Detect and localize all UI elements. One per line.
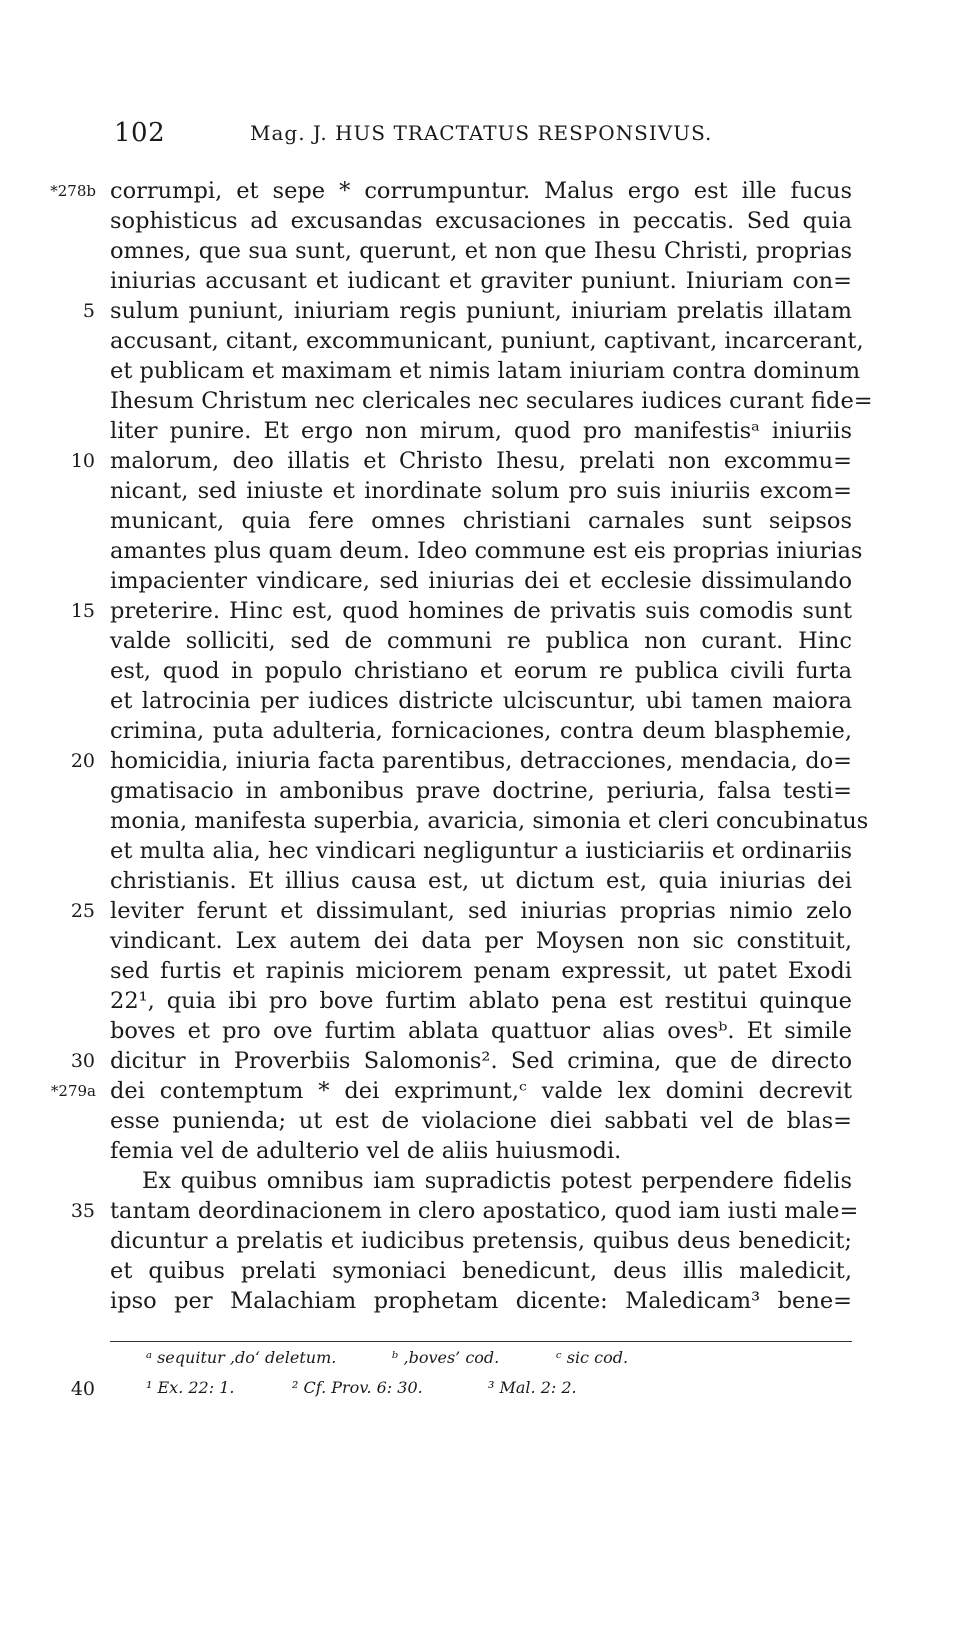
text-line: impacienter vindicare, sed iniurias dei et ecclesie dissimulando	[110, 568, 852, 594]
line-number: 25	[70, 900, 95, 922]
text-line: boves et pro ove furtim ablata quattuor alias ovesᵇ. Et simile	[110, 1018, 852, 1044]
text-line: amantes plus quam deum. Ideo commune est eis proprias iniurias	[110, 538, 863, 564]
text-line: iniurias accusant et iudicant et graviter puniunt. Iniuriam con=	[110, 268, 852, 294]
line-number: 20	[70, 750, 95, 772]
text-line: preterire. Hinc est, quod homines de privatis suis comodis sunt	[110, 598, 852, 624]
text-line: et multa alia, hec vindicari negliguntur a iusticiariis et ordinariis	[110, 838, 852, 864]
text-line: esse punienda; ut est de violacione diei sabbati vel de blas=	[110, 1108, 852, 1134]
text-line: ipso per Malachiam prophetam dicente: Maledicam³ bene=	[110, 1288, 852, 1314]
text-line: et quibus prelati symoniaci benedicunt, deus illis maledicit,	[110, 1258, 852, 1284]
text-line: gmatisacio in ambonibus prave doctrine, periuria, falsa testi=	[110, 778, 852, 804]
text-line: sed furtis et rapinis miciorem penam expressit, ut patet Exodi	[110, 958, 852, 984]
text-line: nicant, sed iniuste et inordinate solum pro suis iniuriis excom=	[110, 478, 852, 504]
footnote-c: ᶜ sic cod.	[556, 1348, 629, 1367]
text-line: leviter ferunt et dissimulant, sed iniurias proprias nimio zelo	[110, 898, 852, 924]
text-line: Ihesum Christum nec clericales nec seculares iudices curant fide=	[110, 388, 873, 414]
text-line: Ex quibus omnibus iam supradictis potest perpendere fidelis	[142, 1168, 852, 1194]
text-line: sulum puniunt, iniuriam regis puniunt, iniuriam prelatis illatam	[110, 298, 852, 324]
text-line: femia vel de adulterio vel de aliis huiusmodi.	[110, 1138, 622, 1164]
folio-reference: *279a	[50, 1082, 96, 1100]
text-line: corrumpi, et sepe * corrumpuntur. Malus ergo est ille fucus	[110, 178, 852, 204]
line-number-40: 40	[70, 1378, 95, 1400]
footnote-3: ³ Mal. 2: 2.	[488, 1378, 577, 1397]
text-line: est, quod in populo christiano et eorum re publica civili furta	[110, 658, 852, 684]
text-line: dicitur in Proverbiis Salomonis². Sed crimina, que de directo	[110, 1048, 852, 1074]
text-line: monia, manifesta superbia, avaricia, simonia et cleri concubinatus	[110, 808, 869, 834]
folio-reference: *278b	[50, 182, 96, 200]
text-line: christianis. Et illius causa est, ut dictum est, quia iniurias dei	[110, 868, 852, 894]
text-line: malorum, deo illatis et Christo Ihesu, prelati non excommu=	[110, 448, 852, 474]
footnote-2: ² Cf. Prov. 6: 30.	[292, 1378, 423, 1397]
text-line: dei contemptum * dei exprimunt,ᶜ valde lex domini decrevit	[110, 1078, 852, 1104]
footnote-b: ᵇ ,boves’ cod.	[392, 1348, 500, 1367]
line-number: 30	[70, 1050, 95, 1072]
running-title: Mag. J. HUS TRACTATUS RESPONSIVUS.	[250, 121, 713, 145]
line-number: 5	[82, 300, 95, 322]
text-line: sophisticus ad excusandas excusaciones in peccatis. Sed quia	[110, 208, 852, 234]
text-line: crimina, puta adulteria, fornicaciones, contra deum blasphemie,	[110, 718, 852, 744]
text-line: dicuntur a prelatis et iudicibus pretensis, quibus deus benedicit;	[110, 1228, 852, 1254]
text-line: valde solliciti, sed de communi re publica non curant. Hinc	[110, 628, 852, 654]
text-line: accusant, citant, excommunicant, puniunt, captivant, incarcerant,	[110, 328, 864, 354]
text-line: municant, quia fere omnes christiani carnales sunt seipsos	[110, 508, 852, 534]
text-line: et publicam et maximam et nimis latam iniuriam contra dominum	[110, 358, 861, 384]
text-line: liter punire. Et ergo non mirum, quod pro manifestisᵃ iniuriis	[110, 418, 852, 444]
text-line: tantam deordinacionem in clero apostatico, quod iam iusti male=	[110, 1198, 859, 1224]
line-number: 15	[70, 600, 95, 622]
footnote-1: ¹ Ex. 22: 1.	[146, 1378, 235, 1397]
text-line: et latrocinia per iudices districte ulciscuntur, ubi tamen maiora	[110, 688, 852, 714]
line-number: 10	[70, 450, 95, 472]
text-line: vindicant. Lex autem dei data per Moysen non sic constituit,	[110, 928, 852, 954]
footnote-rule	[110, 1341, 852, 1342]
page-number: 102	[114, 118, 166, 148]
text-line: 22¹, quia ibi pro bove furtim ablato pena est restitui quinque	[110, 988, 852, 1014]
text-line: omnes, que sua sunt, querunt, et non que Ihesu Christi, proprias	[110, 238, 852, 264]
footnote-a: ᵃ sequitur ,do‘ deletum.	[146, 1348, 337, 1367]
text-line: homicidia, iniuria facta parentibus, detracciones, mendacia, do=	[110, 748, 852, 774]
line-number: 35	[70, 1200, 95, 1222]
